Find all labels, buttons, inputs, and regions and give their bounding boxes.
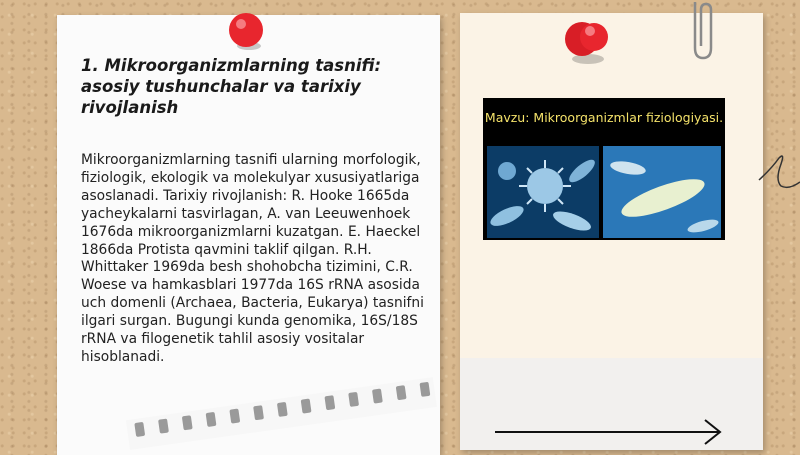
left-note-title: 1. Mikroorganizmlarning tasnifi: asosiy tushunchalar va tarixiy rivojlanish bbox=[81, 56, 382, 117]
pushpin-right-icon bbox=[562, 15, 614, 65]
paperclip-icon bbox=[685, 0, 715, 62]
pushpin-left-icon bbox=[226, 10, 268, 52]
slide-title: Mavzu: Mikroorganizmlar fiziologiyasi. bbox=[484, 110, 724, 125]
microbe-image-left bbox=[487, 146, 599, 238]
microbe-image-right bbox=[603, 146, 721, 238]
arrow-right-icon bbox=[495, 418, 725, 448]
left-note-body: Mikroorganizmlarning tasnifi ularning morfologik, fiziologik, ekologik va molekulyar xususiyatlariga asoslanadi. Tarixiy rivojlanish: R. Hooke 1665da yacheykalarni tasvirlagan, A. van Leeuwenhoek 1676da mikroorganizmlarni kuzatgan. E. Haeckel 1866da Protista qavmini taklif qilgan. R.H. Whittaker 1969da besh shohobcha tizimini, C.R. Woese va hamkasblari 1977da 16S rRNA asosida uch domenli (Archaea, Bacteria, Eukarya) tasnifni ilgari surgan. Bugungi kunda genomika, 16S/18S rRNA va filogenetik tahlil asosiy vositalar hisoblanadi. bbox=[81, 152, 424, 365]
doodle-loop-icon bbox=[757, 150, 800, 200]
slide-preview bbox=[483, 98, 725, 240]
